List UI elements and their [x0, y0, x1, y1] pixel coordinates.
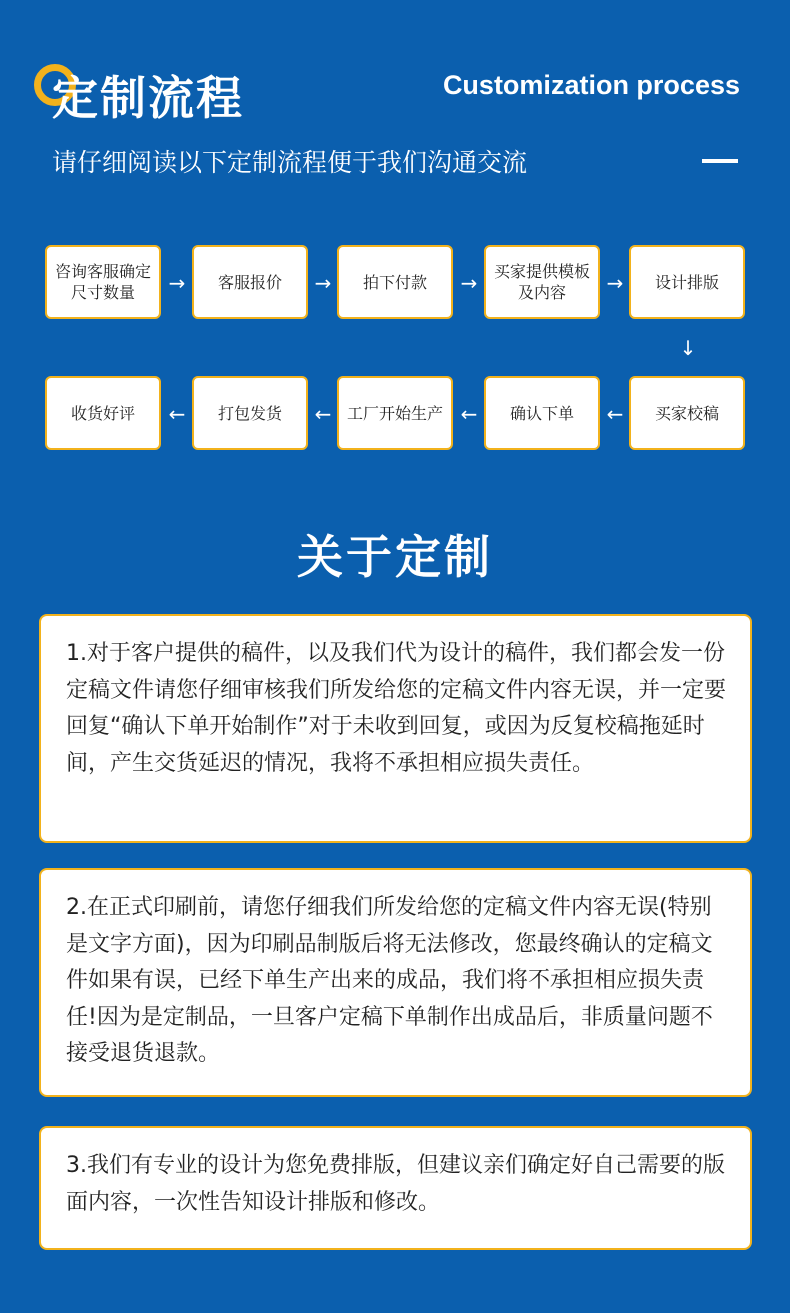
- step-payment: 拍下付款: [337, 245, 453, 319]
- arrow-right-icon: →: [606, 271, 624, 295]
- page-title-english: Customization process: [442, 70, 740, 100]
- step-shipping: 打包发货: [192, 376, 308, 450]
- step-production: 工厂开始生产: [337, 376, 453, 450]
- step-confirm-order: 确认下单: [484, 376, 600, 450]
- about-item-3: 3.我们有专业的设计为您免费排版，但建议亲们确定好自己需要的版面内容，一次性告知设计排版和修改。: [39, 1126, 752, 1250]
- arrow-left-icon: ←: [460, 402, 478, 426]
- page-subtitle: 请仔细阅读以下定制流程便于我们沟通交流: [52, 148, 528, 177]
- step-proof: 买家校稿: [629, 376, 745, 450]
- about-title: 关于定制: [297, 530, 493, 584]
- step-consult: 咨询客服确定尺寸数量: [45, 245, 161, 319]
- arrow-right-icon: →: [168, 271, 186, 295]
- arrow-right-icon: →: [460, 271, 478, 295]
- about-item-1: 1.对于客户提供的稿件，以及我们代为设计的稿件，我们都会发一份定稿文件请您仔细审核我们所发给您的定稿文件内容无误，并一定要回复“确认下单开始制作”对于未收到回复，或因为反复校稿拖延时间，产生交货延迟的情况，我将不承担相应损失责任。: [39, 614, 752, 843]
- arrow-right-icon: →: [314, 271, 332, 295]
- dash-decoration: [702, 159, 738, 163]
- step-review: 收货好评: [45, 376, 161, 450]
- arrow-left-icon: ←: [314, 402, 332, 426]
- arrow-left-icon: ←: [168, 402, 186, 426]
- step-design: 设计排版: [629, 245, 745, 319]
- step-provide-template: 买家提供模板及内容: [484, 245, 600, 319]
- step-quote: 客服报价: [192, 245, 308, 319]
- arrow-left-icon: ←: [606, 402, 624, 426]
- about-item-2: 2.在正式印刷前，请您仔细我们所发给您的定稿文件内容无误(特别是文字方面)，因为印刷品制版后将无法修改，您最终确认的定稿文件如果有误，已经下单生产出来的成品，我们将不承担相应损失责任!因为是定制品，一旦客户定稿下单制作出成品后，非质量问题不接受退货退款。: [39, 868, 752, 1097]
- page-title: 定制流程: [52, 71, 244, 125]
- arrow-down-icon: ↓: [679, 336, 697, 360]
